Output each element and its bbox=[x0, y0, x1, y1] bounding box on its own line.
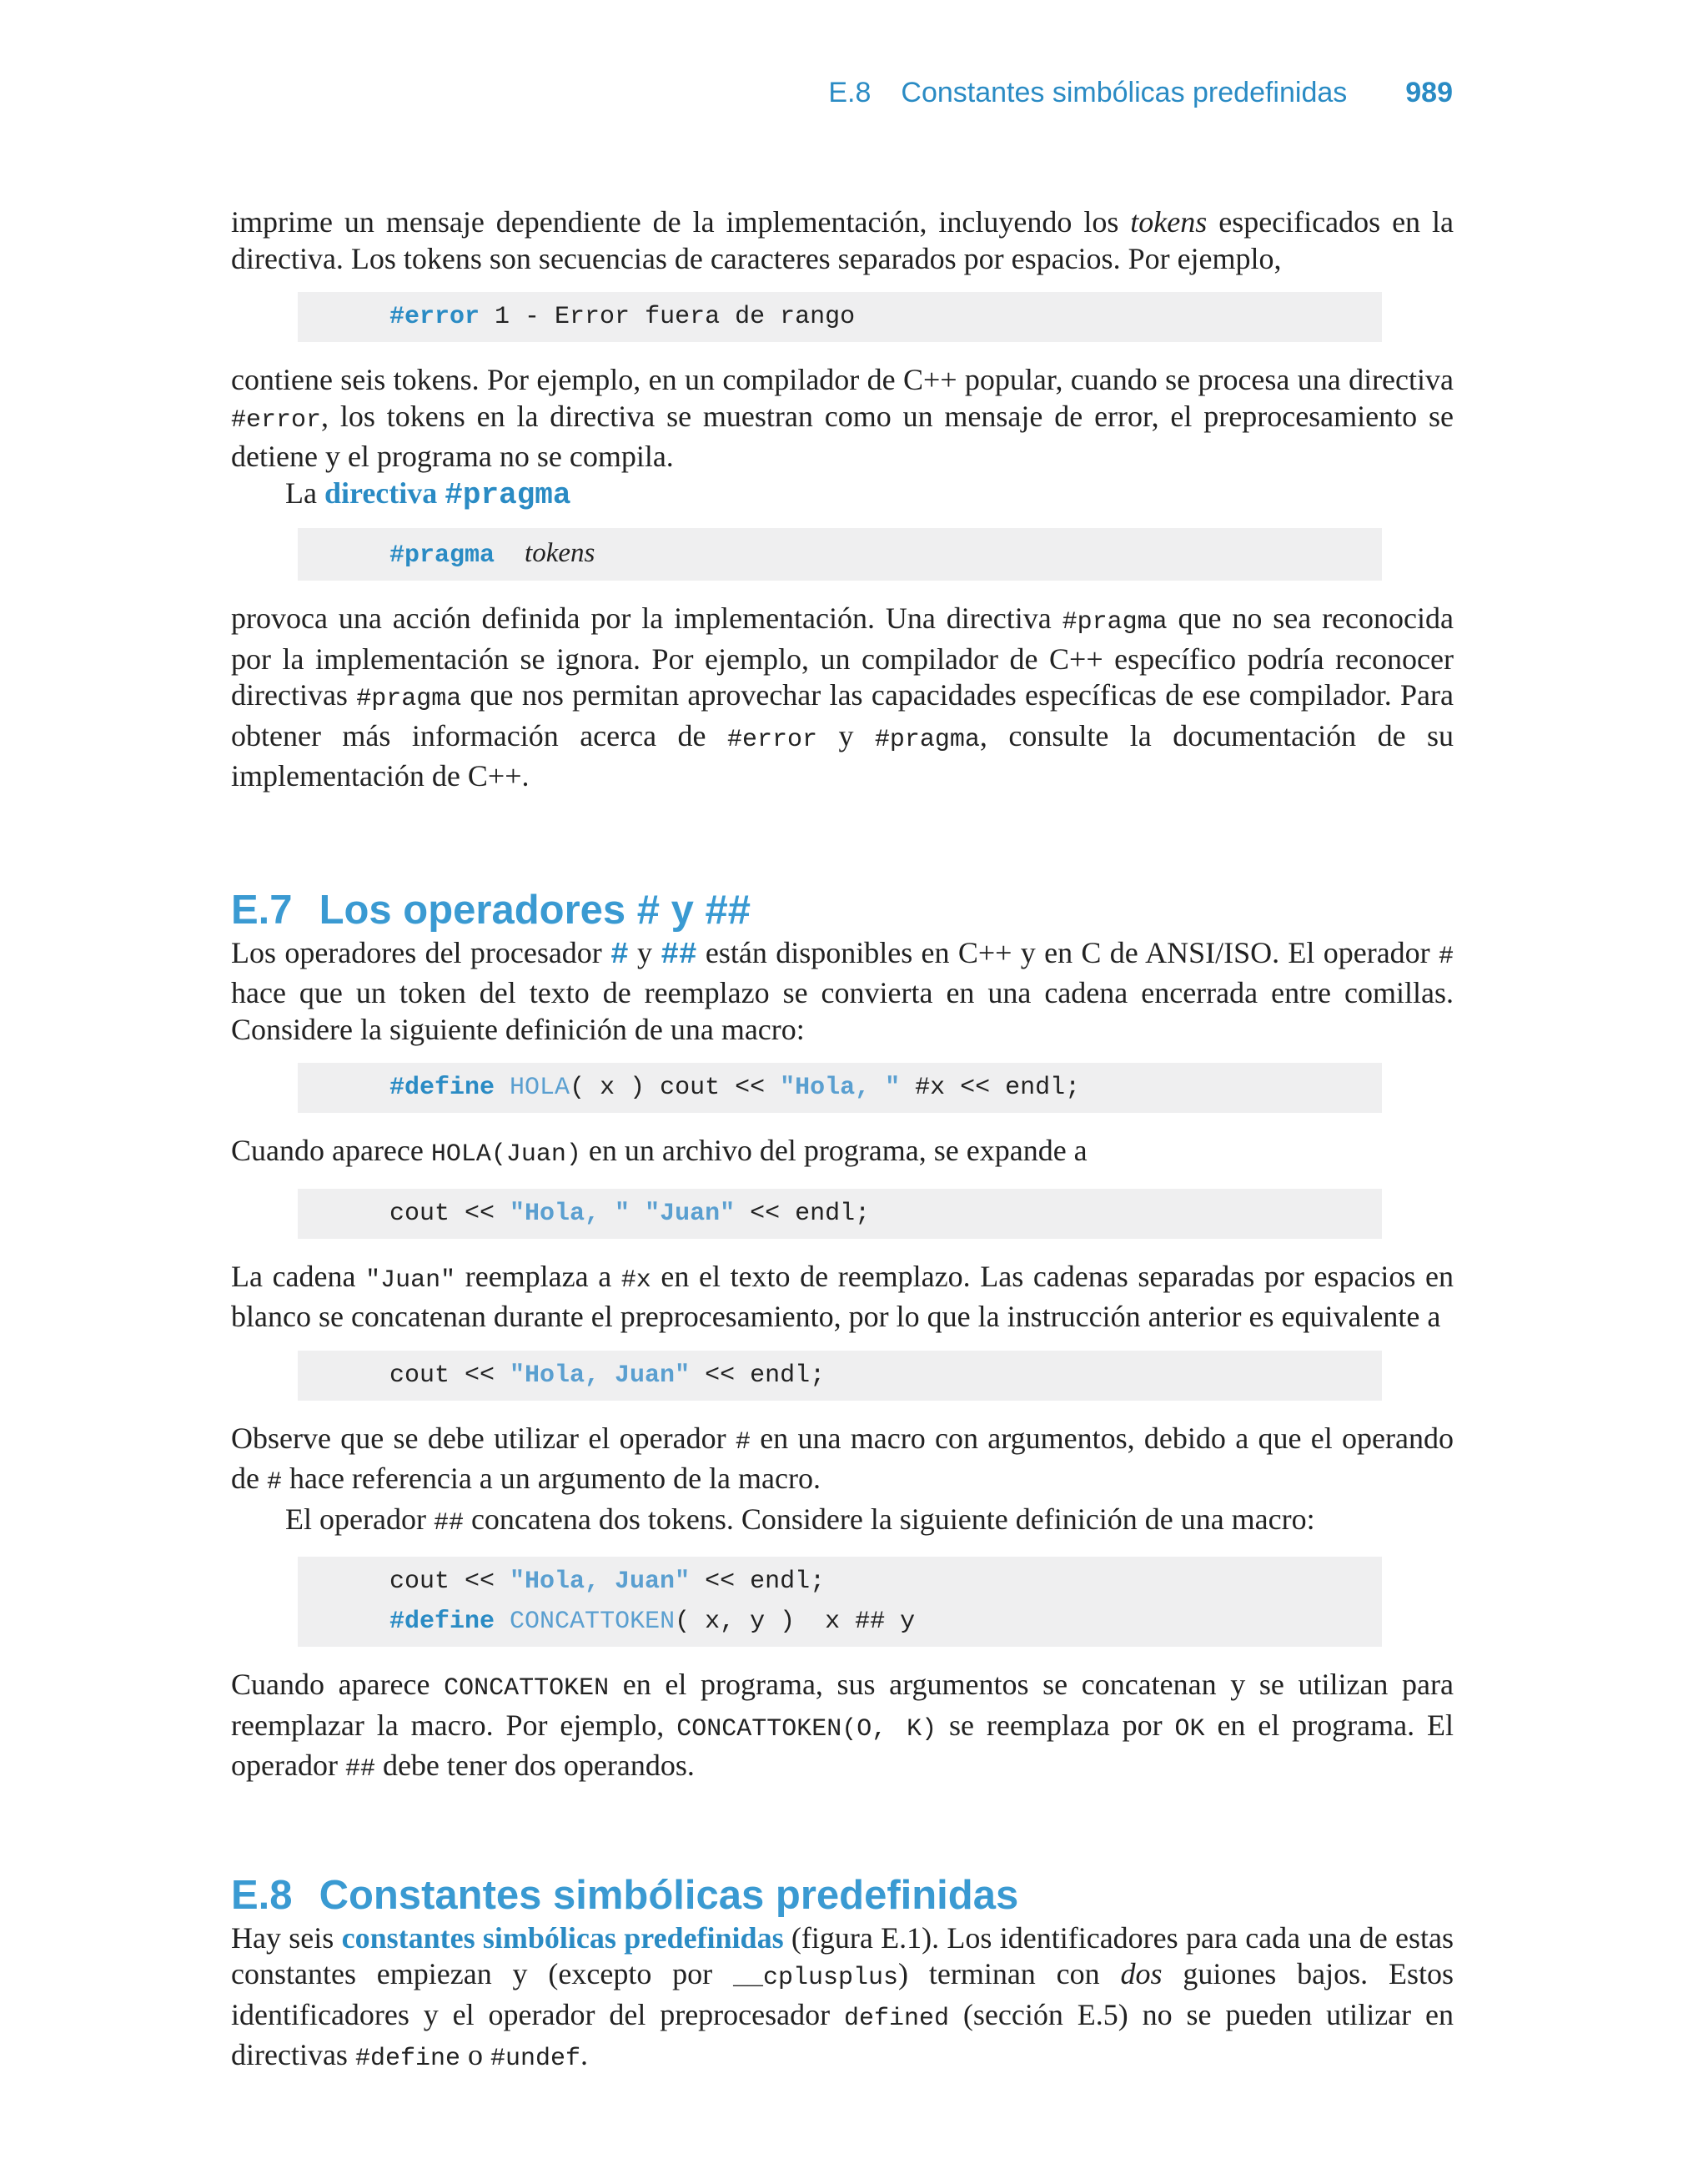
inline-code: CONCATTOKEN(O, K) bbox=[676, 1714, 937, 1744]
text: se reemplaza por bbox=[937, 1708, 1175, 1742]
text: Los operadores del procesador bbox=[231, 935, 611, 969]
code-text: #x << endl; bbox=[900, 1074, 1081, 1102]
text: reemplaza a bbox=[455, 1259, 621, 1293]
paragraph-pragma-explain bbox=[231, 601, 1454, 795]
inline-code: CONCATTOKEN bbox=[444, 1674, 610, 1703]
key-term-code: # bbox=[610, 937, 629, 972]
code-string: "Hola, " bbox=[510, 1199, 630, 1228]
inline-code: #pragma bbox=[874, 725, 980, 754]
code-text: cout << bbox=[389, 1361, 510, 1390]
inline-code: # bbox=[266, 1468, 282, 1497]
section-number: E.7 bbox=[231, 887, 293, 933]
paragraph-pragma-intro bbox=[231, 476, 1454, 514]
paragraph-hash-note bbox=[231, 1421, 1454, 1502]
code-text: << endl; bbox=[690, 1361, 826, 1390]
inline-code: #define bbox=[354, 2045, 460, 2073]
text: concatena dos tokens. Considere la siguiente definición de una macro: bbox=[463, 1502, 1315, 1536]
text: , los tokens en la directiva se muestran como un mensaje de error, el preprocesamiento se detiene y el programa no se compila. bbox=[231, 399, 1454, 473]
inline-code: defined bbox=[844, 2004, 950, 2033]
code-text bbox=[630, 1200, 645, 1228]
text: hace referencia a un argumento de la macro. bbox=[282, 1462, 821, 1495]
text: (figura E.1). Los identificadores para cada una de estas constantes empiezan y (excepto por bbox=[231, 1920, 1454, 1990]
paragraph-double-hash bbox=[231, 1502, 1454, 1542]
text: guiones bajos. Estos identificadores y el operador del preprocesador bbox=[231, 1957, 1454, 2031]
code-text: 1 - Error fuera de rango bbox=[480, 303, 856, 331]
code-keyword: #pragma bbox=[389, 541, 495, 570]
page-number: 989 bbox=[1405, 77, 1453, 108]
inline-code: #undef bbox=[490, 2045, 581, 2073]
text: debe tener dos operandos. bbox=[374, 1749, 695, 1782]
paragraph-error-tokens bbox=[231, 362, 1454, 476]
text: provoca una acción definida por la implementación. Una directiva bbox=[231, 601, 1062, 635]
paragraph-error-intro bbox=[231, 204, 1454, 277]
code-identifier: HOLA bbox=[510, 1074, 570, 1102]
section-title: Constantes simbólicas predefinidas bbox=[319, 1872, 1019, 1918]
italic-term: tokens bbox=[1130, 205, 1208, 239]
code-block-expanded bbox=[298, 1189, 1382, 1239]
code-block-pragma bbox=[298, 528, 1382, 581]
key-term-code: #pragma bbox=[445, 477, 571, 512]
text: ) terminan con bbox=[898, 1957, 1121, 1990]
text: . bbox=[580, 2038, 589, 2071]
code-keyword: #error bbox=[389, 303, 480, 331]
section-number: E.8 bbox=[231, 1872, 293, 1918]
code-string: "Hola, Juan" bbox=[510, 1568, 691, 1596]
key-term-code: ## bbox=[661, 937, 697, 972]
key-term: constantes simbólicas predefinidas bbox=[341, 1920, 784, 1955]
text: Hay seis bbox=[231, 1920, 342, 1955]
code-identifier: CONCATTOKEN bbox=[510, 1608, 676, 1636]
running-header bbox=[0, 77, 1453, 109]
text: hace que un token del texto de reemplazo se convierta en una cadena encerrada entre comillas. Considere la siguiente definición de una macro: bbox=[231, 976, 1454, 1046]
key-term: directiva bbox=[324, 476, 445, 510]
text: que no sea reconocida por la implementación se ignora. Por ejemplo, un compilador de C++ específico podría reconocer directivas bbox=[231, 601, 1454, 712]
section-heading-e7 bbox=[231, 885, 1454, 935]
code-string: "Juan" bbox=[645, 1199, 736, 1228]
code-keyword: #define bbox=[389, 1608, 495, 1636]
text: y bbox=[628, 935, 661, 969]
text: contiene seis tokens. Por ejemplo, en un compilador de C++ popular, cuando se procesa una directiva bbox=[231, 363, 1454, 396]
inline-code: #error bbox=[726, 725, 817, 754]
code-text: ( x ) cout << bbox=[570, 1074, 781, 1102]
code-text: cout << bbox=[389, 1568, 510, 1596]
inline-code: __cplusplus bbox=[732, 1964, 899, 1992]
header-section-title: Constantes simbólicas predefinidas bbox=[901, 77, 1348, 108]
section-heading-e8 bbox=[231, 1870, 1454, 1920]
paragraph-predefined-constants bbox=[231, 1920, 1454, 2078]
text: imprime un mensaje dependiente de la implementación, incluyendo los bbox=[231, 205, 1131, 239]
text: en el texto de reemplazo. Las cadenas separadas por espacios en blanco se concatenan durante el preprocesamiento, por lo que la instrucción anterior es equivalente a bbox=[231, 1259, 1454, 1333]
inline-code: #x bbox=[620, 1266, 651, 1295]
text: en el programa. El operador bbox=[231, 1708, 1454, 1782]
section-title: Los operadores # y ## bbox=[319, 887, 751, 933]
code-text: << endl; bbox=[690, 1568, 826, 1596]
text: (sección E.5) no se pueden utilizar en directivas bbox=[231, 1997, 1454, 2071]
text: Observe que se debe utilizar el operador bbox=[231, 1421, 736, 1455]
inline-code: # bbox=[1439, 942, 1454, 971]
inline-code: #pragma bbox=[356, 685, 462, 713]
paragraph-hola-expand bbox=[231, 1133, 1454, 1174]
code-text: ( x, y ) x ## y bbox=[675, 1608, 916, 1636]
code-string: "Hola, " bbox=[780, 1074, 901, 1102]
code-text: cout << bbox=[389, 1199, 510, 1228]
inline-code: # bbox=[735, 1427, 751, 1457]
inline-code: "Juan" bbox=[365, 1266, 456, 1295]
inline-code: #pragma bbox=[1062, 608, 1168, 637]
page-body bbox=[231, 204, 1454, 2078]
text: Cuando aparece bbox=[231, 1134, 431, 1167]
code-block-concattoken bbox=[298, 1557, 1382, 1647]
inline-code: ## bbox=[433, 1508, 464, 1537]
text: Cuando aparece bbox=[231, 1668, 445, 1701]
text: o bbox=[460, 2038, 490, 2071]
code-keyword: #define bbox=[389, 1074, 495, 1102]
code-placeholder: tokens bbox=[525, 538, 595, 568]
italic-term: dos bbox=[1120, 1957, 1163, 1990]
text: La bbox=[285, 476, 324, 510]
text: especificados en la directiva. Los tokens son secuencias de caracteres separados por espacios. Por ejemplo, bbox=[231, 205, 1454, 275]
header-section-number: E.8 bbox=[828, 77, 872, 108]
paragraph-string-concat bbox=[231, 1259, 1454, 1336]
code-block-equivalent bbox=[298, 1351, 1382, 1401]
text: están disponibles en C++ y en C de ANSI/ISO. El operador bbox=[696, 935, 1439, 969]
text: , consulte la documentación de su implementación de C++. bbox=[231, 718, 1454, 793]
text: que nos permitan aprovechar las capacidades específicas de ese compilador. Para obtener más información acerca de bbox=[231, 678, 1454, 752]
text: La cadena bbox=[231, 1259, 366, 1293]
text: en una macro con argumentos, debido a que el operando de bbox=[231, 1421, 1454, 1495]
text: en el programa, sus argumentos se concatenan y se utilizan para reemplazar la macro. Por ejemplo, bbox=[231, 1668, 1454, 1742]
inline-code: ## bbox=[344, 1755, 375, 1784]
paragraph-operators-intro bbox=[231, 935, 1454, 1049]
paragraph-concattoken-explain bbox=[231, 1667, 1454, 1789]
inline-code: HOLA(Juan) bbox=[430, 1140, 581, 1169]
text: El operador bbox=[285, 1502, 434, 1536]
code-block-error bbox=[298, 292, 1382, 342]
code-text: << endl; bbox=[735, 1199, 871, 1228]
code-block-define-hola bbox=[298, 1063, 1382, 1113]
inline-code: #error bbox=[231, 405, 322, 435]
inline-code: OK bbox=[1174, 1714, 1205, 1744]
code-string: "Hola, Juan" bbox=[510, 1361, 691, 1390]
text: y bbox=[817, 718, 875, 752]
text: en un archivo del programa, se expande a bbox=[580, 1134, 1088, 1167]
